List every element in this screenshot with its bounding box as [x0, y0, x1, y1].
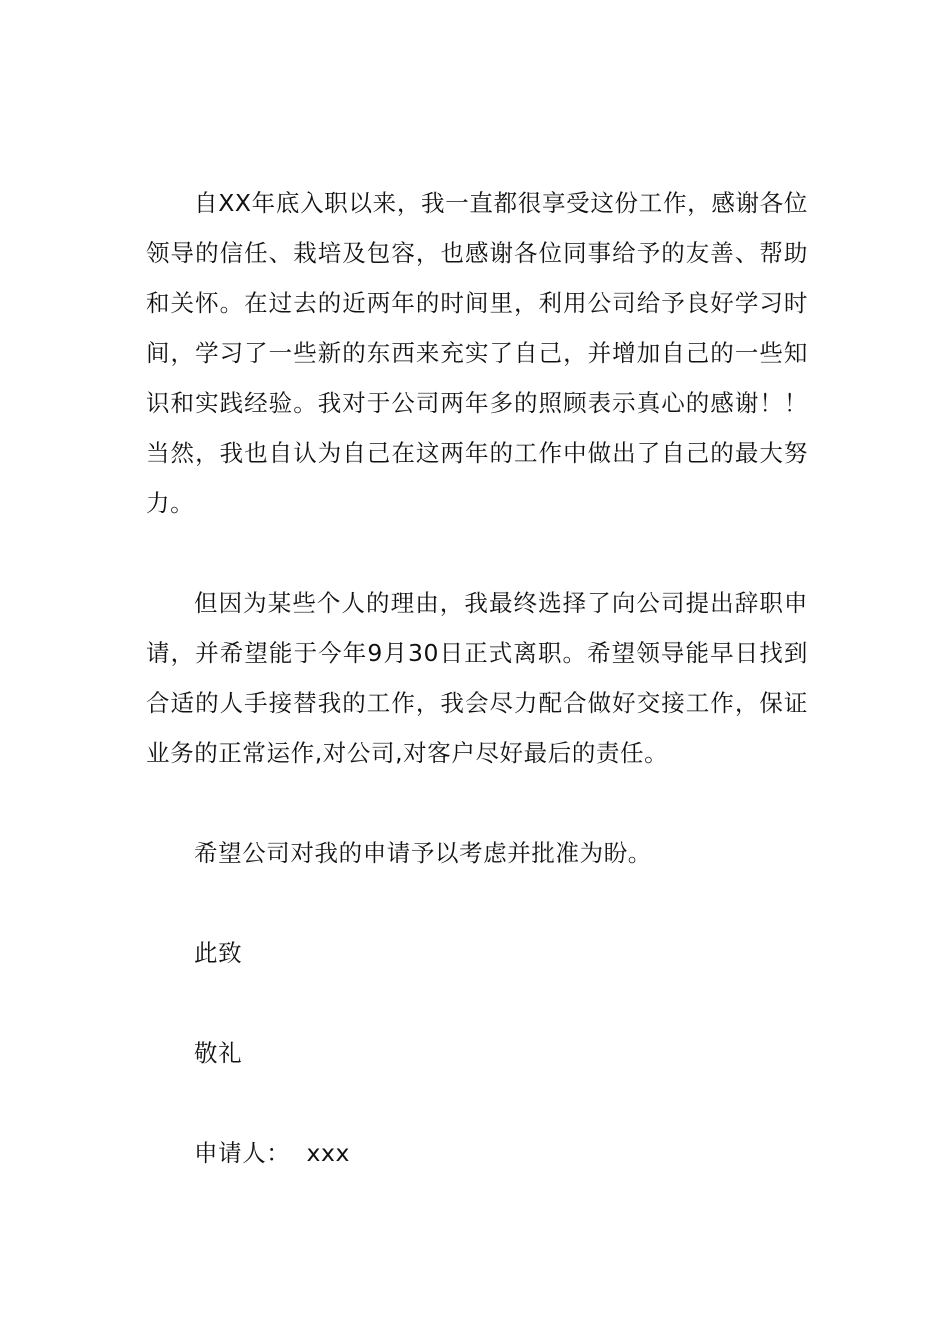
applicant-label: 申请人：	[194, 1139, 291, 1167]
paragraph-intro: 自XX年底入职以来，我一直都很享受这份工作，感谢各位领导的信任、栽培及包容，也感谢各位同事给予的友善、帮助和关怀。在过去的近两年的时间里，利用公司给予良好学习时间，学习了一些新的东西来充实了自己，并增加自己的一些知识和实践经验。我对于公司两年多的照顾表示真心的感谢！！当然，我也自认为自己在这两年的工作中做出了自己的最大努力。	[146, 189, 808, 517]
applicant-line	[146, 1128, 808, 1178]
letter-body	[146, 178, 808, 1178]
paragraph-spacer	[146, 1078, 808, 1128]
closing-salutation: 此致	[194, 939, 243, 967]
paragraph-spacer	[146, 778, 808, 828]
paragraph-spacer	[146, 878, 808, 928]
closing-regards: 敬礼	[194, 1039, 243, 1067]
paragraph-spacer	[146, 978, 808, 1028]
paragraph-request: 希望公司对我的申请予以考虑并批准为盼。	[194, 839, 652, 867]
applicant-name: xxx	[306, 1139, 351, 1167]
paragraph-spacer	[146, 528, 808, 578]
paragraph-resignation-reason: 但因为某些个人的理由，我最终选择了向公司提出辞职申请，并希望能于今年9月30日正式离职。希望领导能早日找到合适的人手接替我的工作，我会尽力配合做好交接工作，保证业务的正常运作,对公司,对客户尽好最后的责任。	[146, 589, 808, 767]
